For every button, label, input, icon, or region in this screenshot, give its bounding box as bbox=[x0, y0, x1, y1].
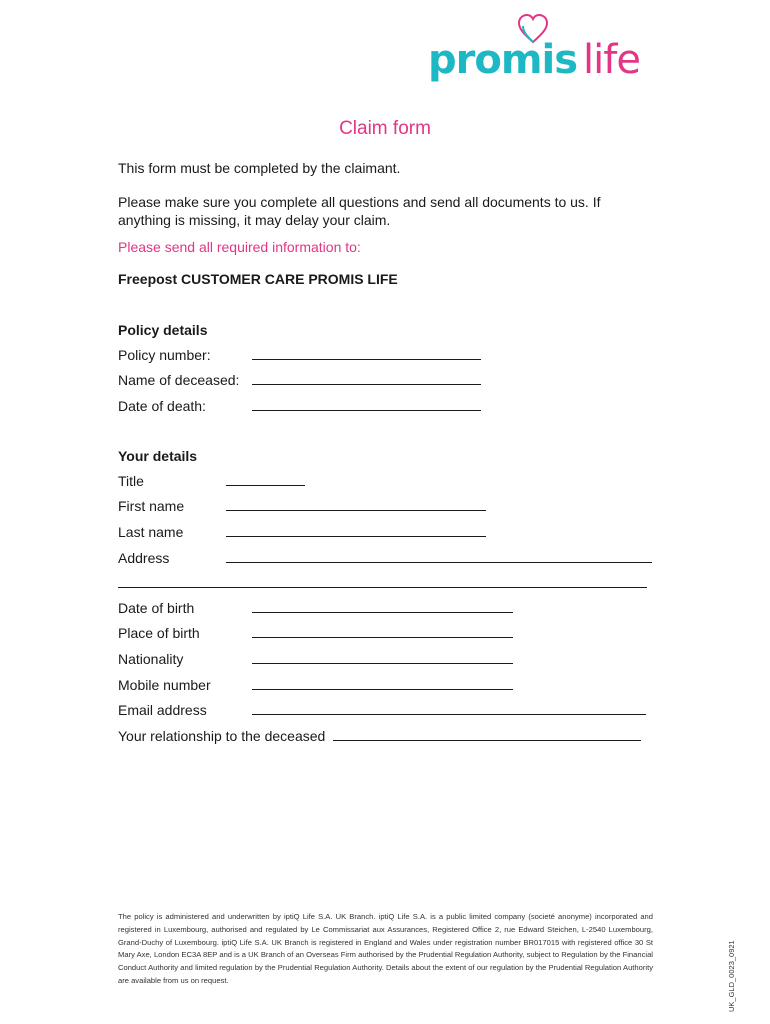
nationality-field[interactable] bbox=[252, 663, 513, 664]
last-name-field[interactable] bbox=[226, 536, 486, 537]
send-to-label: Please send all required information to: bbox=[118, 239, 361, 255]
last-name-label: Last name bbox=[118, 524, 184, 540]
address-label: Address bbox=[118, 550, 170, 566]
date-of-birth-field[interactable] bbox=[252, 612, 513, 613]
logo-word-promis: promis bbox=[428, 37, 578, 83]
mobile-number-label: Mobile number bbox=[118, 677, 211, 693]
document-code: UK_GLD_0023_0921 bbox=[727, 940, 736, 1012]
promis-life-logo bbox=[428, 12, 640, 87]
name-of-deceased-field[interactable] bbox=[252, 384, 481, 385]
date-of-death-field[interactable] bbox=[252, 410, 481, 411]
logo-word-life: life bbox=[583, 37, 640, 83]
place-of-birth-field[interactable] bbox=[252, 637, 513, 638]
policy-number-field[interactable] bbox=[252, 359, 481, 360]
relationship-field[interactable] bbox=[333, 740, 641, 741]
email-address-field[interactable] bbox=[252, 714, 646, 715]
policy-details-heading: Policy details bbox=[118, 322, 208, 338]
title-field[interactable] bbox=[226, 485, 305, 486]
email-address-label: Email address bbox=[118, 702, 207, 718]
intro-line-1: This form must be completed by the claimant. bbox=[118, 160, 401, 176]
date-of-death-label: Date of death: bbox=[118, 398, 206, 414]
date-of-birth-label: Date of birth bbox=[118, 600, 195, 616]
legal-footer: The policy is administered and underwritten by iptiQ Life S.A. UK Branch. iptiQ Life S.A. is a public limited company (societé anonyme) incorporated and registered in Luxembourg, authorised and regulated by Le Commissariat aux Assurances, Registered Office 2, rue Edward Steichen, L-2540 Luxembourg, Grand-Duchy of Luxembourg. iptiQ Life S.A. UK Branch is registered in England and Wales under registration number BR017015 with registered office 30 St Mary Axe, London EC3A 8EP and is a UK Branch of an Overseas Firm authorised by the Prudential Regulation Authority, subject to Regulation by the Financial Conduct Authority and limited regulation by the Prudential Regulation Authority. Details about the extent of our regulation by the Prudential Regulation Authority are available from us on request. bbox=[118, 912, 653, 985]
intro-line-2: Please make sure you complete all questions and send all documents to us. If anything is missing, it may delay your claim. bbox=[118, 194, 601, 228]
page-title: Claim form bbox=[339, 118, 431, 139]
first-name-field[interactable] bbox=[226, 510, 486, 511]
relationship-label: Your relationship to the deceased bbox=[118, 728, 326, 744]
mobile-number-field[interactable] bbox=[252, 689, 513, 690]
first-name-label: First name bbox=[118, 498, 185, 514]
address-field-line-1[interactable] bbox=[226, 562, 652, 563]
nationality-label: Nationality bbox=[118, 651, 184, 667]
name-of-deceased-label: Name of deceased: bbox=[118, 372, 240, 388]
title-label: Title bbox=[118, 473, 144, 489]
freepost-address: Freepost CUSTOMER CARE PROMIS LIFE bbox=[118, 271, 398, 287]
place-of-birth-label: Place of birth bbox=[118, 625, 200, 641]
your-details-heading: Your details bbox=[118, 448, 198, 464]
policy-number-label: Policy number: bbox=[118, 347, 211, 363]
address-field-line-2[interactable] bbox=[118, 587, 647, 588]
